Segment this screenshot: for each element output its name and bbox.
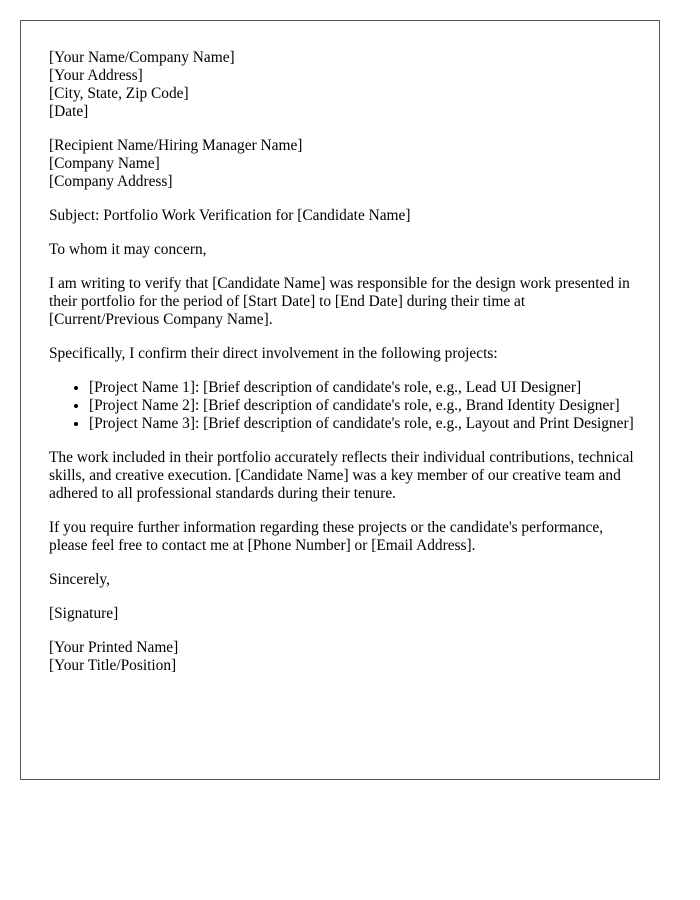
project-list	[49, 379, 635, 433]
sender-block	[49, 49, 635, 121]
subject-line: Subject: Portfolio Work Verification for [Candidate Name]	[49, 207, 411, 224]
signature: [Signature]	[49, 605, 119, 622]
project-item-1: • [Project Name 1]: [Brief description of candidate's role, e.g., Lead UI Designer]	[89, 379, 635, 397]
recipient-address: [Company Address]	[49, 173, 173, 190]
work-paragraph: The work included in their portfolio accurately reflects their individual contributions, technical skills, and creative execution. [Candidate Name] was a key member of our creative team and adhered to all professional standards during their tenure.	[49, 449, 634, 502]
signer-block	[49, 639, 635, 675]
recipient-company: [Company Name]	[49, 155, 160, 172]
project-item-2: • [Project Name 2]: [Brief description of candidate's role, e.g., Brand Identity Designer]	[89, 397, 635, 415]
letter-date: [Date]	[49, 103, 89, 120]
sender-name: [Your Name/Company Name]	[49, 49, 235, 66]
letter-content	[49, 49, 635, 691]
salutation: To whom it may concern,	[49, 241, 207, 258]
signer-title: [Your Title/Position]	[49, 657, 177, 674]
closing: Sincerely,	[49, 571, 110, 588]
sender-address: [Your Address]	[49, 67, 143, 84]
intro-paragraph: I am writing to verify that [Candidate Name] was responsible for the design work presented in their portfolio for the period of [Start Date] to [End Date] during their time at [Current/Previous Company Name].	[49, 275, 630, 328]
contact-paragraph: If you require further information regarding these projects or the candidate's performance, please feel free to contact me at [Phone Number] or [Email Address].	[49, 519, 604, 554]
letter-page	[20, 20, 660, 780]
sender-city: [City, State, Zip Code]	[49, 85, 189, 102]
projects-intro-paragraph: Specifically, I confirm their direct involvement in the following projects:	[49, 345, 498, 362]
recipient-block	[49, 137, 635, 191]
project-item-3: • [Project Name 3]: [Brief description of candidate's role, e.g., Layout and Print Designer]	[89, 415, 635, 433]
recipient-name: [Recipient Name/Hiring Manager Name]	[49, 137, 303, 154]
signer-printed-name: [Your Printed Name]	[49, 639, 179, 656]
